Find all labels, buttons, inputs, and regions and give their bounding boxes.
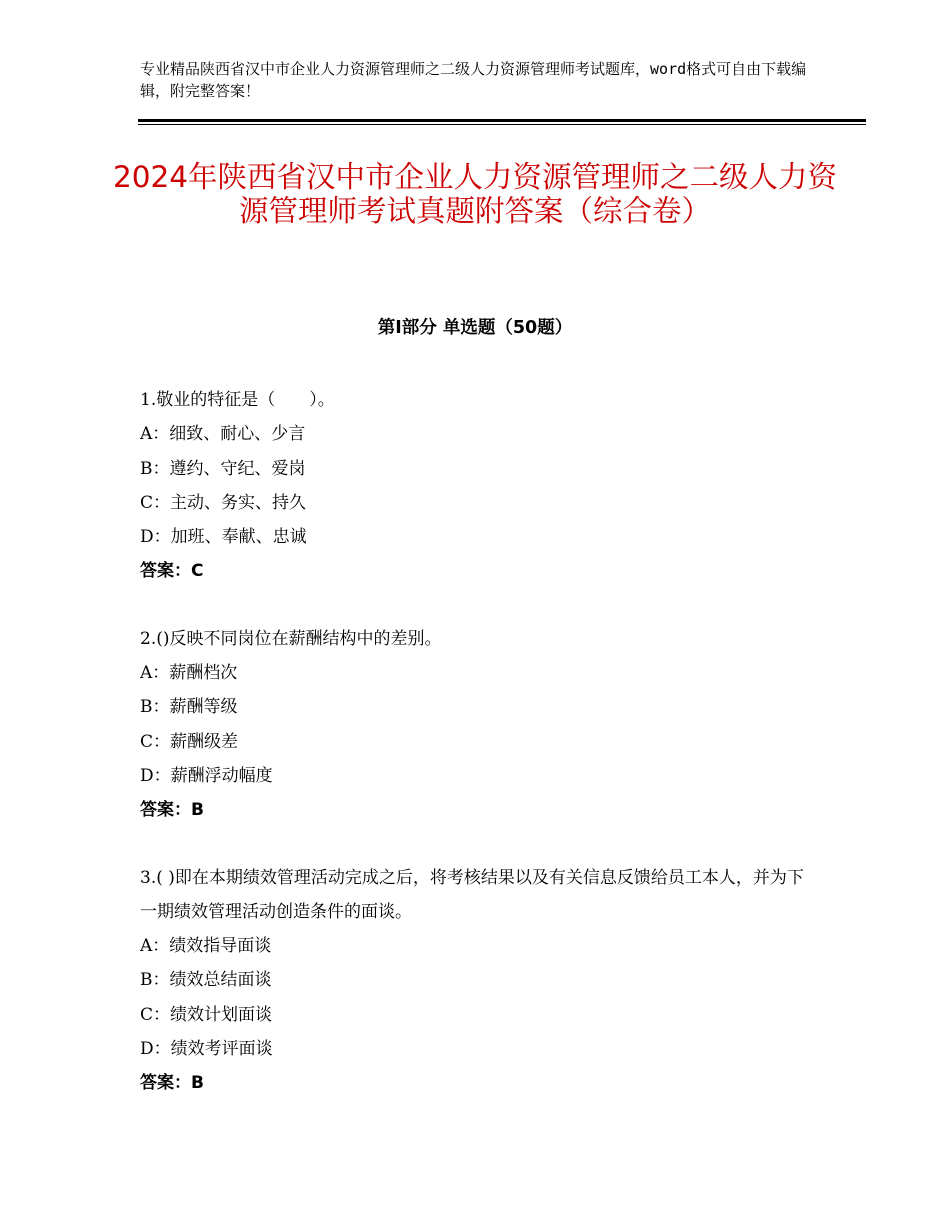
question-item bbox=[140, 622, 820, 828]
question-option-d: D：加班、奉献、忠诚 bbox=[140, 527, 307, 548]
question-option-c: C：绩效计划面谈 bbox=[140, 1004, 273, 1025]
question-option-b: B：绩效总结面谈 bbox=[140, 970, 272, 991]
header-note: 专业精品陕西省汉中市企业人力资源管理师之二级人力资源管理师考试题库，word格式可自由下载编辑，附完整答案！ bbox=[140, 60, 807, 100]
question-option-a: A：细致、耐心、少言 bbox=[140, 424, 306, 445]
question-item bbox=[140, 861, 820, 1101]
question-option-c: C：主动、务实、持久 bbox=[140, 492, 307, 513]
header-rule-thin bbox=[138, 124, 866, 125]
question-answer: 答案：B bbox=[140, 800, 204, 821]
header-rule-thick bbox=[138, 119, 866, 122]
question-option-d: D：绩效考评面谈 bbox=[140, 1039, 273, 1060]
question-option-a: A：绩效指导面谈 bbox=[140, 936, 272, 957]
question-stem: 2.()反映不同岗位在薪酬结构中的差别。 bbox=[140, 628, 442, 649]
question-item bbox=[140, 383, 820, 589]
section-title: 第Ⅰ部分 单选题（50题） bbox=[377, 318, 573, 338]
question-answer: 答案：C bbox=[140, 561, 204, 582]
question-option-c: C：薪酬级差 bbox=[140, 731, 239, 752]
question-option-b: B：薪酬等级 bbox=[140, 697, 238, 718]
document-title: 2024年陕西省汉中市企业人力资源管理师之二级人力资源管理师考试真题附答案（综合卷） bbox=[112, 160, 838, 228]
question-stem: 3.( )即在本期绩效管理活动完成之后，将考核结果以及有关信息反馈给员工本人，并为下一期绩效管理活动创造条件的面谈。 bbox=[140, 867, 804, 922]
question-option-d: D：薪酬浮动幅度 bbox=[140, 765, 273, 786]
question-option-a: A：薪酬档次 bbox=[140, 663, 238, 684]
question-list bbox=[140, 383, 820, 1134]
question-option-b: B：遵约、守纪、爱岗 bbox=[140, 458, 306, 479]
question-stem: 1.敬业的特征是（ ）。 bbox=[140, 390, 335, 410]
question-answer: 答案：B bbox=[140, 1073, 204, 1094]
